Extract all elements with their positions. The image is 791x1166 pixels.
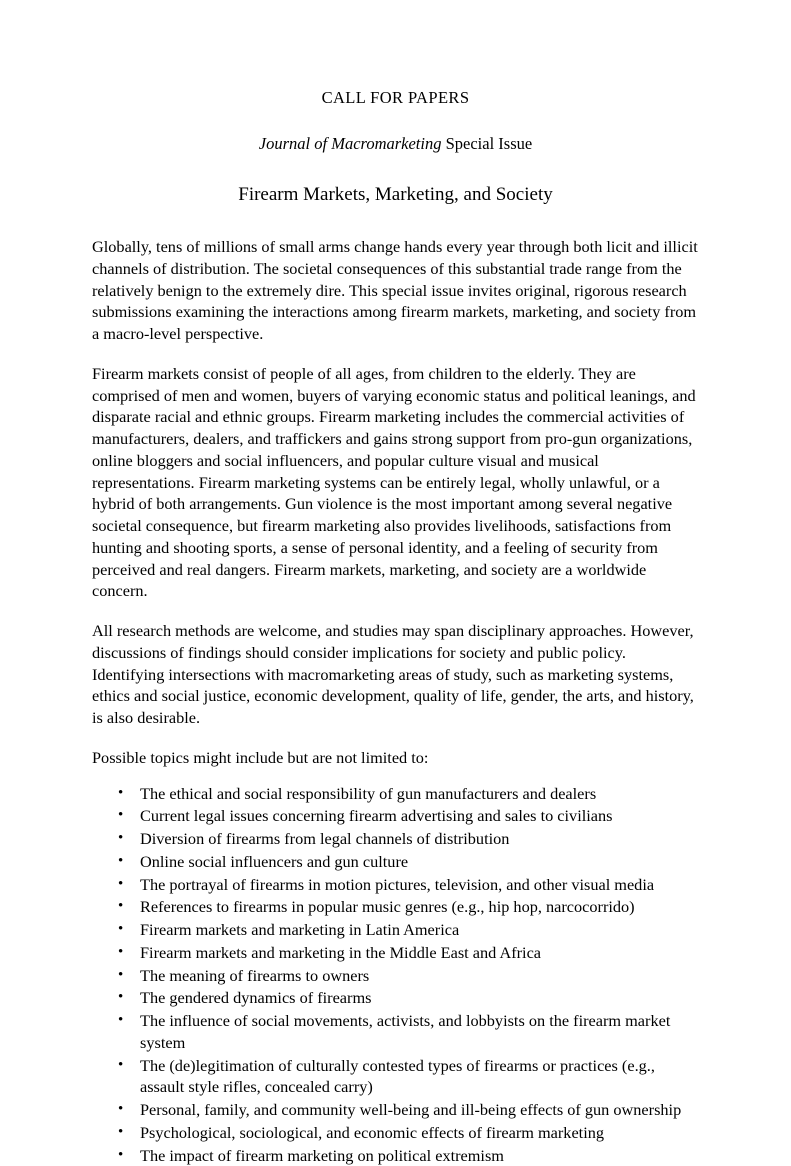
list-item-label: Firearm markets and marketing in Latin America bbox=[140, 920, 459, 939]
list-item-label: The meaning of firearms to owners bbox=[140, 966, 369, 985]
bullet-icon: • bbox=[118, 828, 123, 849]
list-item bbox=[92, 851, 699, 873]
list-item-label: Online social influencers and gun culture bbox=[140, 852, 408, 871]
list-item bbox=[92, 987, 699, 1009]
journal-name: Journal of Macromarketing bbox=[259, 134, 442, 153]
list-item bbox=[92, 896, 699, 918]
list-item-label: Current legal issues concerning firearm advertising and sales to civilians bbox=[140, 806, 612, 825]
body-paragraph-2: Firearm markets consist of people of all ages, from children to the elderly. They are comprised of men and women, buyers of varying economic status and political leanings, and disparate racial and ethnic groups. Firearm marketing includes the commercial activities of manufacturers, dealers, and traffickers and gains strong support from pro-gun organizations, online bloggers and social influencers, and popular culture visual and musical representations. Firearm marketing systems can be entirely legal, wholly unlawful, or a hybrid of both arrangements. Gun violence is the most important among several negative societal consequence, but firearm marketing also provides livelihoods, satisfactions from hunting and shooting sports, a sense of personal identity, and a feeling of security from perceived and real dangers. Firearm markets, marketing, and society are a worldwide concern. bbox=[92, 363, 699, 602]
list-item-label: The influence of social movements, activists, and lobbyists on the firearm market system bbox=[140, 1011, 670, 1052]
bullet-icon: • bbox=[118, 1055, 123, 1076]
list-item-label: Diversion of firearms from legal channels of distribution bbox=[140, 829, 509, 848]
list-item bbox=[92, 965, 699, 987]
bullet-icon: • bbox=[118, 896, 123, 917]
list-item bbox=[92, 874, 699, 896]
special-issue-heading: Firearm Markets, Marketing, and Society bbox=[92, 184, 699, 206]
list-item bbox=[92, 1055, 699, 1099]
list-item-label: Personal, family, and community well-being and ill-being effects of gun ownership bbox=[140, 1100, 681, 1119]
bullet-icon: • bbox=[118, 783, 123, 804]
bullet-icon: • bbox=[118, 919, 123, 940]
list-item bbox=[92, 1010, 699, 1054]
page-title: CALL FOR PAPERS bbox=[92, 88, 699, 108]
bullet-icon: • bbox=[118, 942, 123, 963]
bullet-icon: • bbox=[118, 987, 123, 1008]
bullet-icon: • bbox=[118, 965, 123, 986]
journal-subtitle bbox=[92, 134, 699, 154]
list-item-label: The (de)legitimation of culturally contested types of firearms or practices (e.g., assault style rifles, concealed carry) bbox=[140, 1056, 655, 1097]
body-paragraph-3: All research methods are welcome, and studies may span disciplinary approaches. However, discussions of findings should consider implications for society and public policy. Identifying intersections with macromarketing areas of study, such as marketing systems, ethics and social justice, economic development, quality of life, gender, the arts, and history, is also desirable. bbox=[92, 620, 699, 729]
bullet-icon: • bbox=[118, 805, 123, 826]
list-item-label: Psychological, sociological, and economic effects of firearm marketing bbox=[140, 1123, 604, 1142]
list-item bbox=[92, 942, 699, 964]
list-item bbox=[92, 805, 699, 827]
body-paragraph-1: Globally, tens of millions of small arms change hands every year through both licit and illicit channels of distribution. The societal consequences of this substantial trade range from the relatively benign to the extremely dire. This special issue invites original, rigorous research submissions examining the interactions among firearm markets, marketing, and society from a macro-level perspective. bbox=[92, 236, 699, 345]
journal-subtitle-suffix: Special Issue bbox=[441, 134, 532, 153]
bullet-icon: • bbox=[118, 874, 123, 895]
list-item bbox=[92, 1145, 699, 1166]
list-item-label: The impact of firearm marketing on political extremism bbox=[140, 1146, 504, 1165]
list-item bbox=[92, 1122, 699, 1144]
list-item-label: The gendered dynamics of firearms bbox=[140, 988, 371, 1007]
list-item-label: Firearm markets and marketing in the Middle East and Africa bbox=[140, 943, 541, 962]
bullet-icon: • bbox=[118, 851, 123, 872]
bullet-icon: • bbox=[118, 1010, 123, 1031]
bullet-icon: • bbox=[118, 1145, 123, 1166]
list-item bbox=[92, 828, 699, 850]
list-item-label: The portrayal of firearms in motion pictures, television, and other visual media bbox=[140, 875, 654, 894]
list-item bbox=[92, 919, 699, 941]
list-item bbox=[92, 783, 699, 805]
bullet-icon: • bbox=[118, 1099, 123, 1120]
topics-list bbox=[92, 783, 699, 1166]
list-item bbox=[92, 1099, 699, 1121]
list-item-label: References to firearms in popular music genres (e.g., hip hop, narcocorrido) bbox=[140, 897, 635, 916]
list-item-label: The ethical and social responsibility of gun manufacturers and dealers bbox=[140, 784, 596, 803]
topics-intro: Possible topics might include but are not limited to: bbox=[92, 747, 699, 769]
bullet-icon: • bbox=[118, 1122, 123, 1143]
